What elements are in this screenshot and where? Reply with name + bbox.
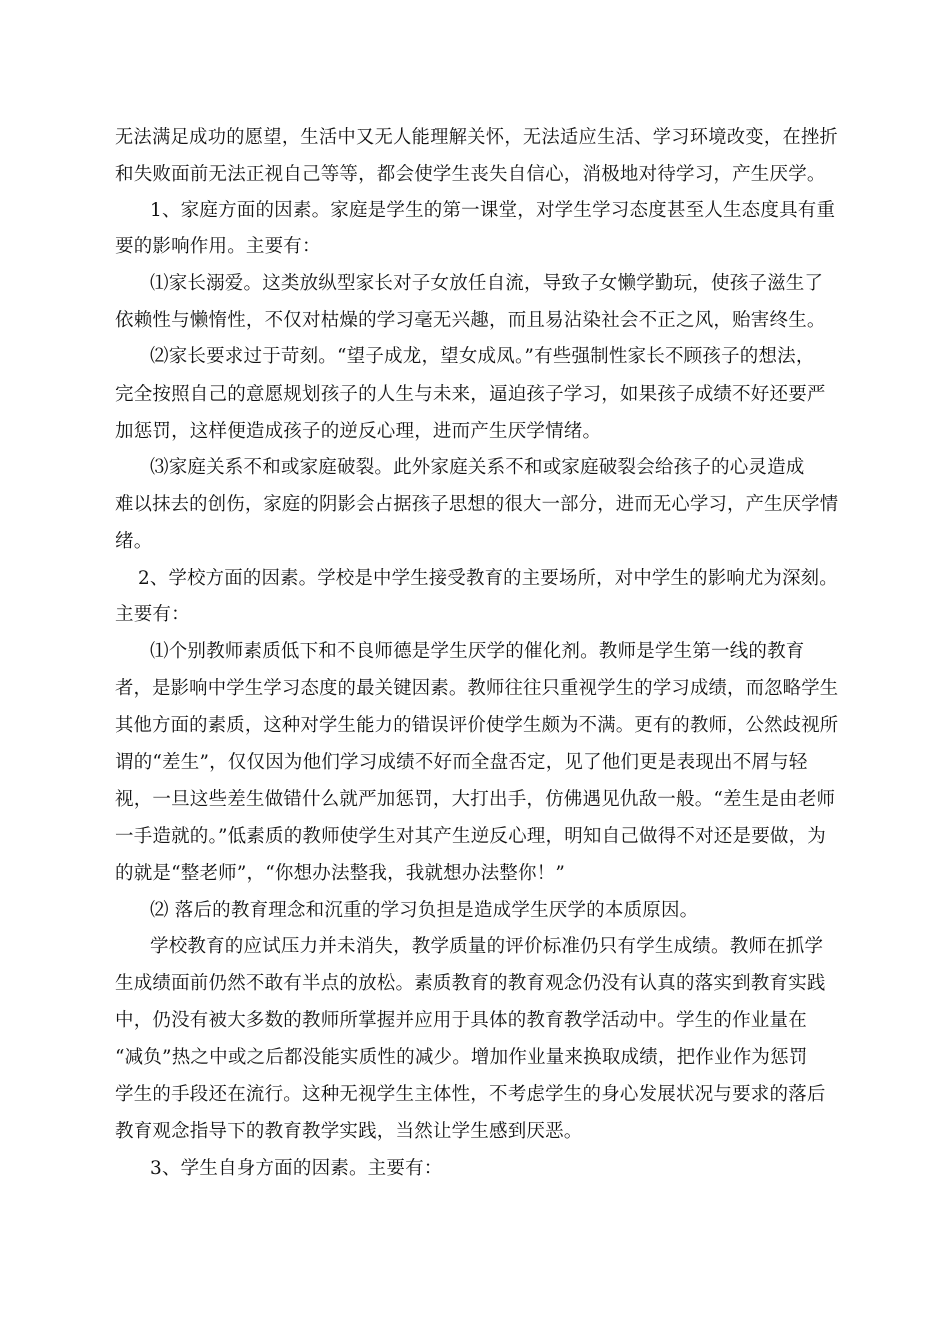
body-line: 学校教育的应试压力并未消失，教学质量的评价标准仍只有学生成绩。教师在抓学 bbox=[150, 936, 824, 957]
body-line: 生成绩面前仍然不敢有半点的放松。素质教育的教育观念仍没有认真的落实到教育实践 bbox=[115, 973, 826, 994]
body-line: 谓的“差生”，仅仅因为他们学习成绩不好而全盘否定，见了他们更是表现出不屑与轻 bbox=[115, 752, 808, 773]
body-line: 其他方面的素质，这种对学生能力的错误评价使学生颇为不满。更有的教师，公然歧视所 bbox=[115, 715, 839, 736]
body-line: 教育观念指导下的教育教学实践，当然让学生感到厌恶。 bbox=[115, 1121, 583, 1142]
body-line: “减负”热之中或之后都没能实质性的减少。增加作业量来换取成绩，把作业作为惩罚 bbox=[115, 1047, 808, 1068]
list-item-line: ⑵ 落后的教育理念和沉重的学习负担是造成学生厌学的本质原因。 bbox=[150, 900, 699, 921]
body-line: 依赖性与懒惰性，不仅对枯燥的学习毫无兴趣，而且易沾染社会不正之风，贻害终生。 bbox=[115, 310, 826, 331]
body-line: 主要有： bbox=[115, 604, 190, 625]
body-line: 绪。 bbox=[115, 531, 153, 552]
body-line: 要的影响作用。主要有： bbox=[115, 236, 321, 257]
list-item-line: ⑴家长溺爱。这类放纵型家长对子女放任自流，导致子女懒学勤玩，使孩子滋生了 bbox=[150, 273, 824, 294]
list-item-line: ⑵家长要求过于苛刻。“望子成龙，望女成凤。”有些强制性家长不顾孩子的想法， bbox=[150, 346, 815, 367]
body-line: 的就是“整老师”，“你想办法整我，我就想办法整你！” bbox=[115, 863, 566, 884]
list-item-line: ⑶家庭关系不和或家庭破裂。此外家庭关系不和或家庭破裂会给孩子的心灵造成 bbox=[150, 457, 805, 478]
body-line: 和失败面前无法正视自己等等，都会使学生丧失自信心，消极地对待学习，产生厌学。 bbox=[115, 164, 826, 185]
body-line: 难以抹去的创伤，家庭的阴影会占据孩子思想的很大一部分，进而无心学习，产生厌学情 bbox=[115, 494, 839, 515]
body-line: 学生的手段还在流行。这种无视学生主体性，不考虑学生的身心发展状况与要求的落后 bbox=[115, 1084, 826, 1105]
body-line: 加惩罚，这样便造成孩子的逆反心理，进而产生厌学情绪。 bbox=[115, 421, 602, 442]
body-line: 完全按照自己的意愿规划孩子的人生与未来，逼迫孩子学习，如果孩子成绩不好还要严 bbox=[115, 384, 826, 405]
body-line: 一手造就的。”低素质的教师使学生对其产生逆反心理，明知自己做得不对还是要做，为 bbox=[115, 826, 827, 847]
body-line: 者，是影响中学生学习态度的最关键因素。教师往往只重视学生的学习成绩，而忽略学生 bbox=[115, 678, 839, 699]
section-heading-line: 1、家庭方面的因素。家庭是学生的第一课堂，对学生学习态度甚至人生态度具有重 bbox=[150, 200, 836, 221]
body-line: 无法满足成功的愿望，生活中又无人能理解关怀，无法适应生活、学习环境改变，在挫折 bbox=[115, 127, 839, 148]
body-line: 中，仍没有被大多数的教师所掌握并应用于具体的教育教学活动中。学生的作业量在 bbox=[115, 1010, 807, 1031]
section-heading-line: 2、学校方面的因素。学校是中学生接受教育的主要场所，对中学生的影响尤为深刻。 bbox=[138, 568, 838, 589]
body-line: 视，一旦这些差生做错什么就严加惩罚，大打出手，仿佛遇见仇敌一般。“差生是由老师 bbox=[115, 789, 836, 810]
list-item-line: ⑴个别教师素质低下和不良师德是学生厌学的催化剂。教师是学生第一线的教育 bbox=[150, 641, 805, 662]
section-heading-line: 3、学生自身方面的因素。主要有： bbox=[150, 1158, 443, 1179]
